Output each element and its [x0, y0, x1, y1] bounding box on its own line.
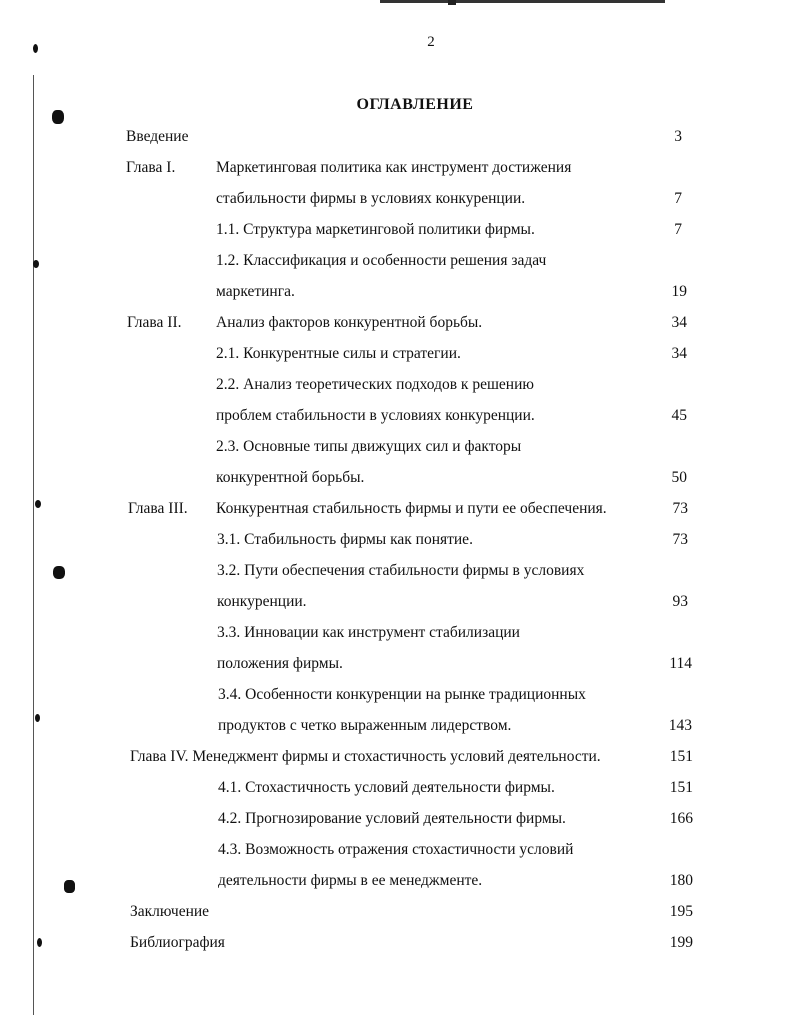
- toc-page: 73: [672, 531, 688, 548]
- toc-page: 34: [671, 314, 687, 331]
- toc-section-cont: конкуренции.: [217, 593, 307, 610]
- toc-section: 2.2. Анализ теоретических подходов к решению: [216, 376, 534, 393]
- toc-section: 3.4. Особенности конкуренции на рынке традиционных: [218, 686, 586, 703]
- toc-page: 166: [669, 810, 693, 827]
- toc-page: 114: [669, 655, 692, 672]
- toc-page: 7: [674, 221, 682, 238]
- toc-section-cont: деятельности фирмы в ее менеджменте.: [218, 872, 483, 889]
- toc-section-cont: конкурентной борьбы.: [216, 469, 365, 486]
- toc-section: 3.2. Пути обеспечения стабильности фирмы в условиях: [217, 562, 585, 579]
- toc-chapter-title: Анализ факторов конкурентной борьбы.: [216, 314, 483, 331]
- scan-speck: [35, 714, 40, 722]
- toc-page: 34: [671, 345, 687, 362]
- toc-section: 2.3. Основные типы движущих сил и факторы: [216, 438, 522, 455]
- toc-page: 45: [671, 407, 687, 424]
- scan-artifact-mark: [448, 0, 456, 5]
- toc-section-cont: положения фирмы.: [217, 655, 343, 672]
- scan-speck: [64, 880, 75, 893]
- toc-section-cont: проблем стабильности в условиях конкуренции.: [216, 407, 535, 424]
- toc-chapter-title: Конкурентная стабильность фирмы и пути ее обеспечения.: [216, 500, 607, 517]
- toc-page: 180: [669, 872, 693, 889]
- toc-page: 19: [671, 283, 687, 300]
- toc-page: 151: [669, 779, 693, 796]
- toc-page: 143: [668, 717, 692, 734]
- page-number: 2: [427, 34, 435, 50]
- scan-speck: [33, 260, 39, 268]
- toc-section-cont: маркетинга.: [216, 283, 295, 300]
- toc-chapter-label: Глава I.: [126, 159, 176, 176]
- page-left-edge: [33, 75, 34, 1015]
- toc-chapter-title-cont: стабильности фирмы в условиях конкуренции.: [216, 190, 526, 207]
- toc-section: 1.2. Классификация и особенности решения задач: [216, 252, 547, 269]
- scan-speck: [35, 500, 41, 508]
- toc-page: 199: [669, 934, 693, 951]
- toc-chapter-label: Глава III.: [128, 500, 188, 517]
- toc-section: 4.2. Прогнозирование условий деятельности фирмы.: [218, 810, 566, 827]
- toc-title: ОГЛАВЛЕНИЕ: [356, 96, 474, 113]
- toc-page: 93: [672, 593, 688, 610]
- toc-page-intro: 3: [674, 128, 682, 145]
- toc-chapter-title: Маркетинговая политика как инструмент достижения: [216, 159, 572, 176]
- scan-artifact-line: [380, 0, 665, 3]
- toc-chapter-title: Глава IV. Менеджмент фирмы и стохастичность условий деятельности.: [130, 748, 601, 765]
- toc-section: 3.3. Инновации как инструмент стабилизации: [217, 624, 520, 641]
- toc-section: 1.1. Структура маркетинговой политики фирмы.: [216, 221, 535, 238]
- toc-page: 195: [669, 903, 693, 920]
- toc-section: 2.1. Конкурентные силы и стратегии.: [216, 345, 461, 362]
- scan-speck: [37, 938, 42, 947]
- toc-section: 4.3. Возможность отражения стохастичности условий: [218, 841, 574, 858]
- toc-entry-intro: Введение: [126, 128, 189, 145]
- toc-page: 73: [672, 500, 688, 517]
- toc-page: 50: [671, 469, 687, 486]
- toc-section: 3.1. Стабильность фирмы как понятие.: [217, 531, 473, 548]
- scan-speck: [53, 566, 65, 579]
- toc-page: 7: [674, 190, 682, 207]
- toc-entry-conclusion: Заключение: [130, 903, 210, 920]
- toc-section-cont: продуктов с четко выраженным лидерством.: [218, 717, 512, 734]
- toc-section: 4.1. Стохастичность условий деятельности фирмы.: [218, 779, 555, 796]
- toc-page: 151: [669, 748, 693, 765]
- toc-chapter-label: Глава II.: [127, 314, 182, 331]
- toc-entry-bibliography: Библиография: [130, 934, 225, 951]
